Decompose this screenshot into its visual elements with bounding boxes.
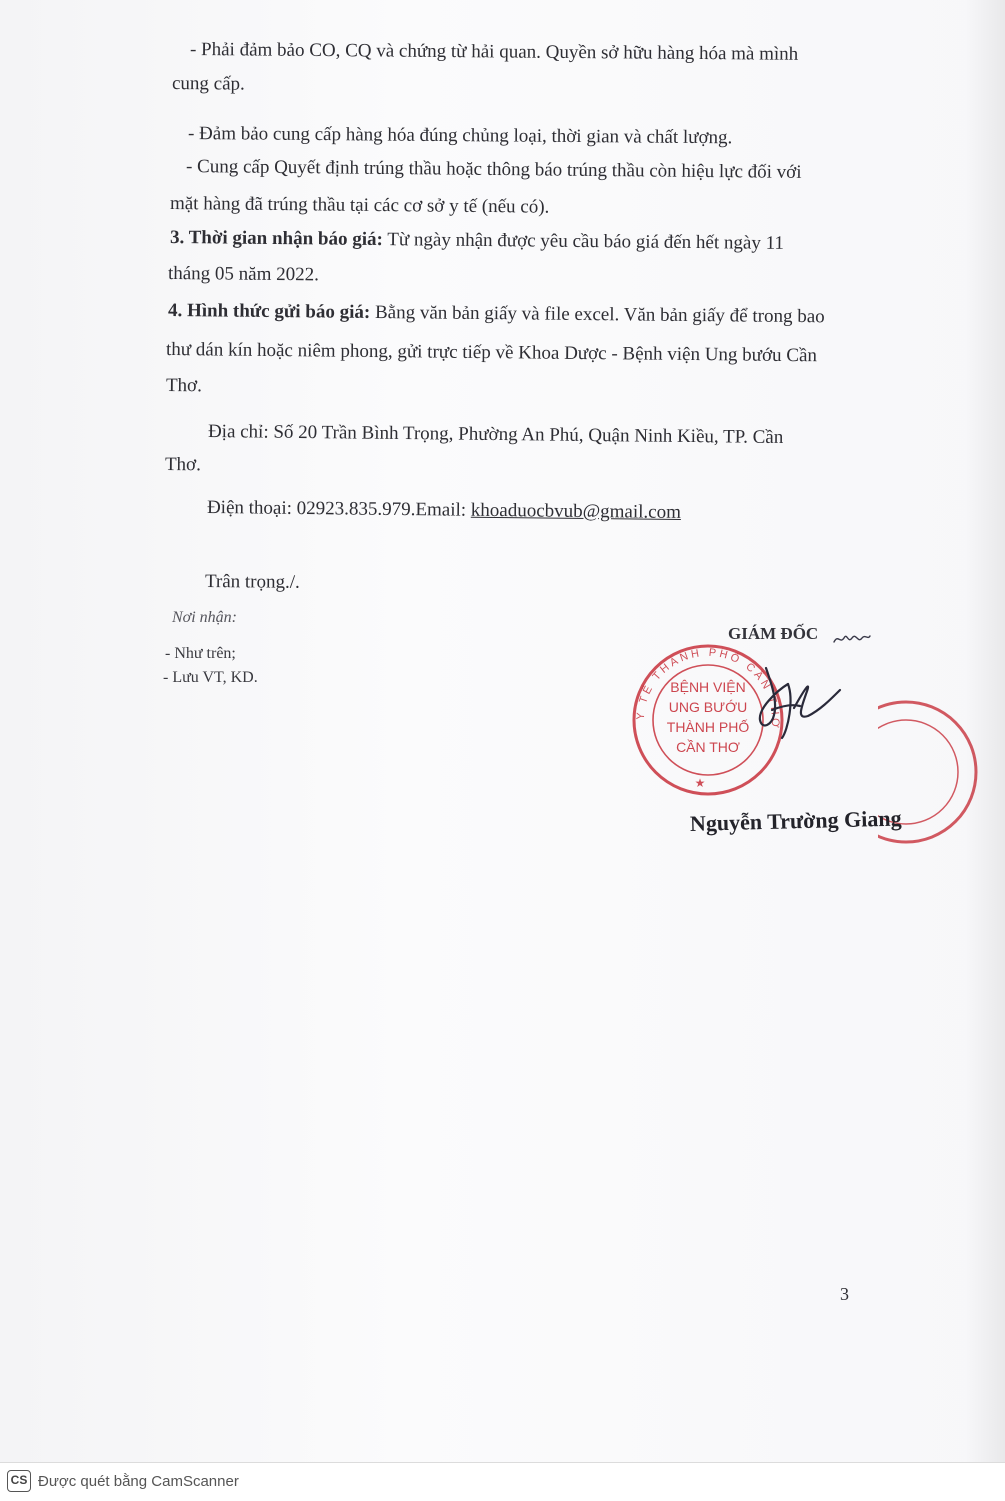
seal-text-line: BỆNH VIỆN bbox=[670, 679, 746, 695]
section-4-text: Bằng văn bản giấy và file excel. Văn bản giấy để trong bao bbox=[370, 301, 825, 328]
paragraph-line: - Đảm bảo cung cấp hàng hóa đúng chủng loại, thời gian và chất lượng. bbox=[187, 123, 733, 149]
phone-text: Điện thoại: 02923.835.979.Email: bbox=[206, 497, 471, 521]
address-line: Địa chỉ: Số 20 Trần Bình Trọng, Phường An Phú, Quận Ninh Kiều, TP. Cần bbox=[207, 421, 784, 449]
recipient-item: - Lưu VT, KD. bbox=[163, 669, 258, 686]
email-link[interactable]: khoaduocbvub@gmail.com bbox=[470, 499, 682, 523]
paragraph-line: - Cung cấp Quyết định trúng thầu hoặc thông báo trúng thầu còn hiệu lực đối với bbox=[185, 156, 802, 183]
seal-star-icon: ★ bbox=[694, 776, 706, 790]
section-3-text: Từ ngày nhận được yêu cầu báo giá đến hết ngày 11 bbox=[382, 229, 785, 254]
paragraph-line: mặt hàng đã trúng thầu tại các cơ sở y tế (nếu có). bbox=[169, 193, 550, 218]
closing-text: Trân trọng./. bbox=[204, 571, 300, 593]
section-4-heading: 4. Hình thức gửi báo giá: bbox=[167, 300, 371, 323]
paragraph-line: tháng 05 năm 2022. bbox=[167, 263, 320, 286]
contact-line bbox=[207, 496, 681, 525]
handwritten-signature bbox=[748, 660, 848, 750]
recipient-item: - Như trên; bbox=[165, 645, 236, 662]
partial-seal-stamp bbox=[878, 690, 988, 860]
scanner-footer-text: Được quét bằng CamScanner bbox=[38, 1473, 239, 1490]
seal-ring-text: Y TẾ THÀNH PHỐ CẦN THƠ bbox=[634, 646, 782, 731]
paragraph-line: thư dán kín hoặc niêm phong, gửi trực tiếp về Khoa Dược - Bệnh viện Ung bướu Cần bbox=[165, 339, 818, 367]
seal-text-line: UNG BƯỚU bbox=[668, 699, 748, 715]
page-number: 3 bbox=[840, 1284, 849, 1304]
scanner-footer bbox=[0, 1462, 1005, 1501]
initial-mark bbox=[832, 626, 872, 650]
recipients-heading: Nơi nhận: bbox=[172, 609, 237, 626]
seal-text-line: THÀNH PHỐ bbox=[666, 719, 750, 735]
section-3-line bbox=[170, 226, 784, 256]
section-3-heading: 3. Thời gian nhận báo giá: bbox=[169, 227, 384, 251]
camscanner-logo-icon: CS bbox=[7, 1470, 31, 1492]
signature-title: GIÁM ĐỐC bbox=[728, 624, 819, 643]
address-line: Thơ. bbox=[164, 454, 202, 476]
paragraph-line: Thơ. bbox=[165, 375, 203, 397]
paragraph-line: - Phải đảm bảo CO, CQ và chứng từ hải quan. Quyền sở hữu hàng hóa mà mình bbox=[189, 39, 799, 65]
section-4-line bbox=[168, 299, 825, 329]
paragraph-line: cung cấp. bbox=[171, 73, 245, 95]
seal-text-line: CẦN THƠ bbox=[676, 739, 740, 755]
signer-name: Nguyễn Trường Giang bbox=[689, 805, 902, 836]
